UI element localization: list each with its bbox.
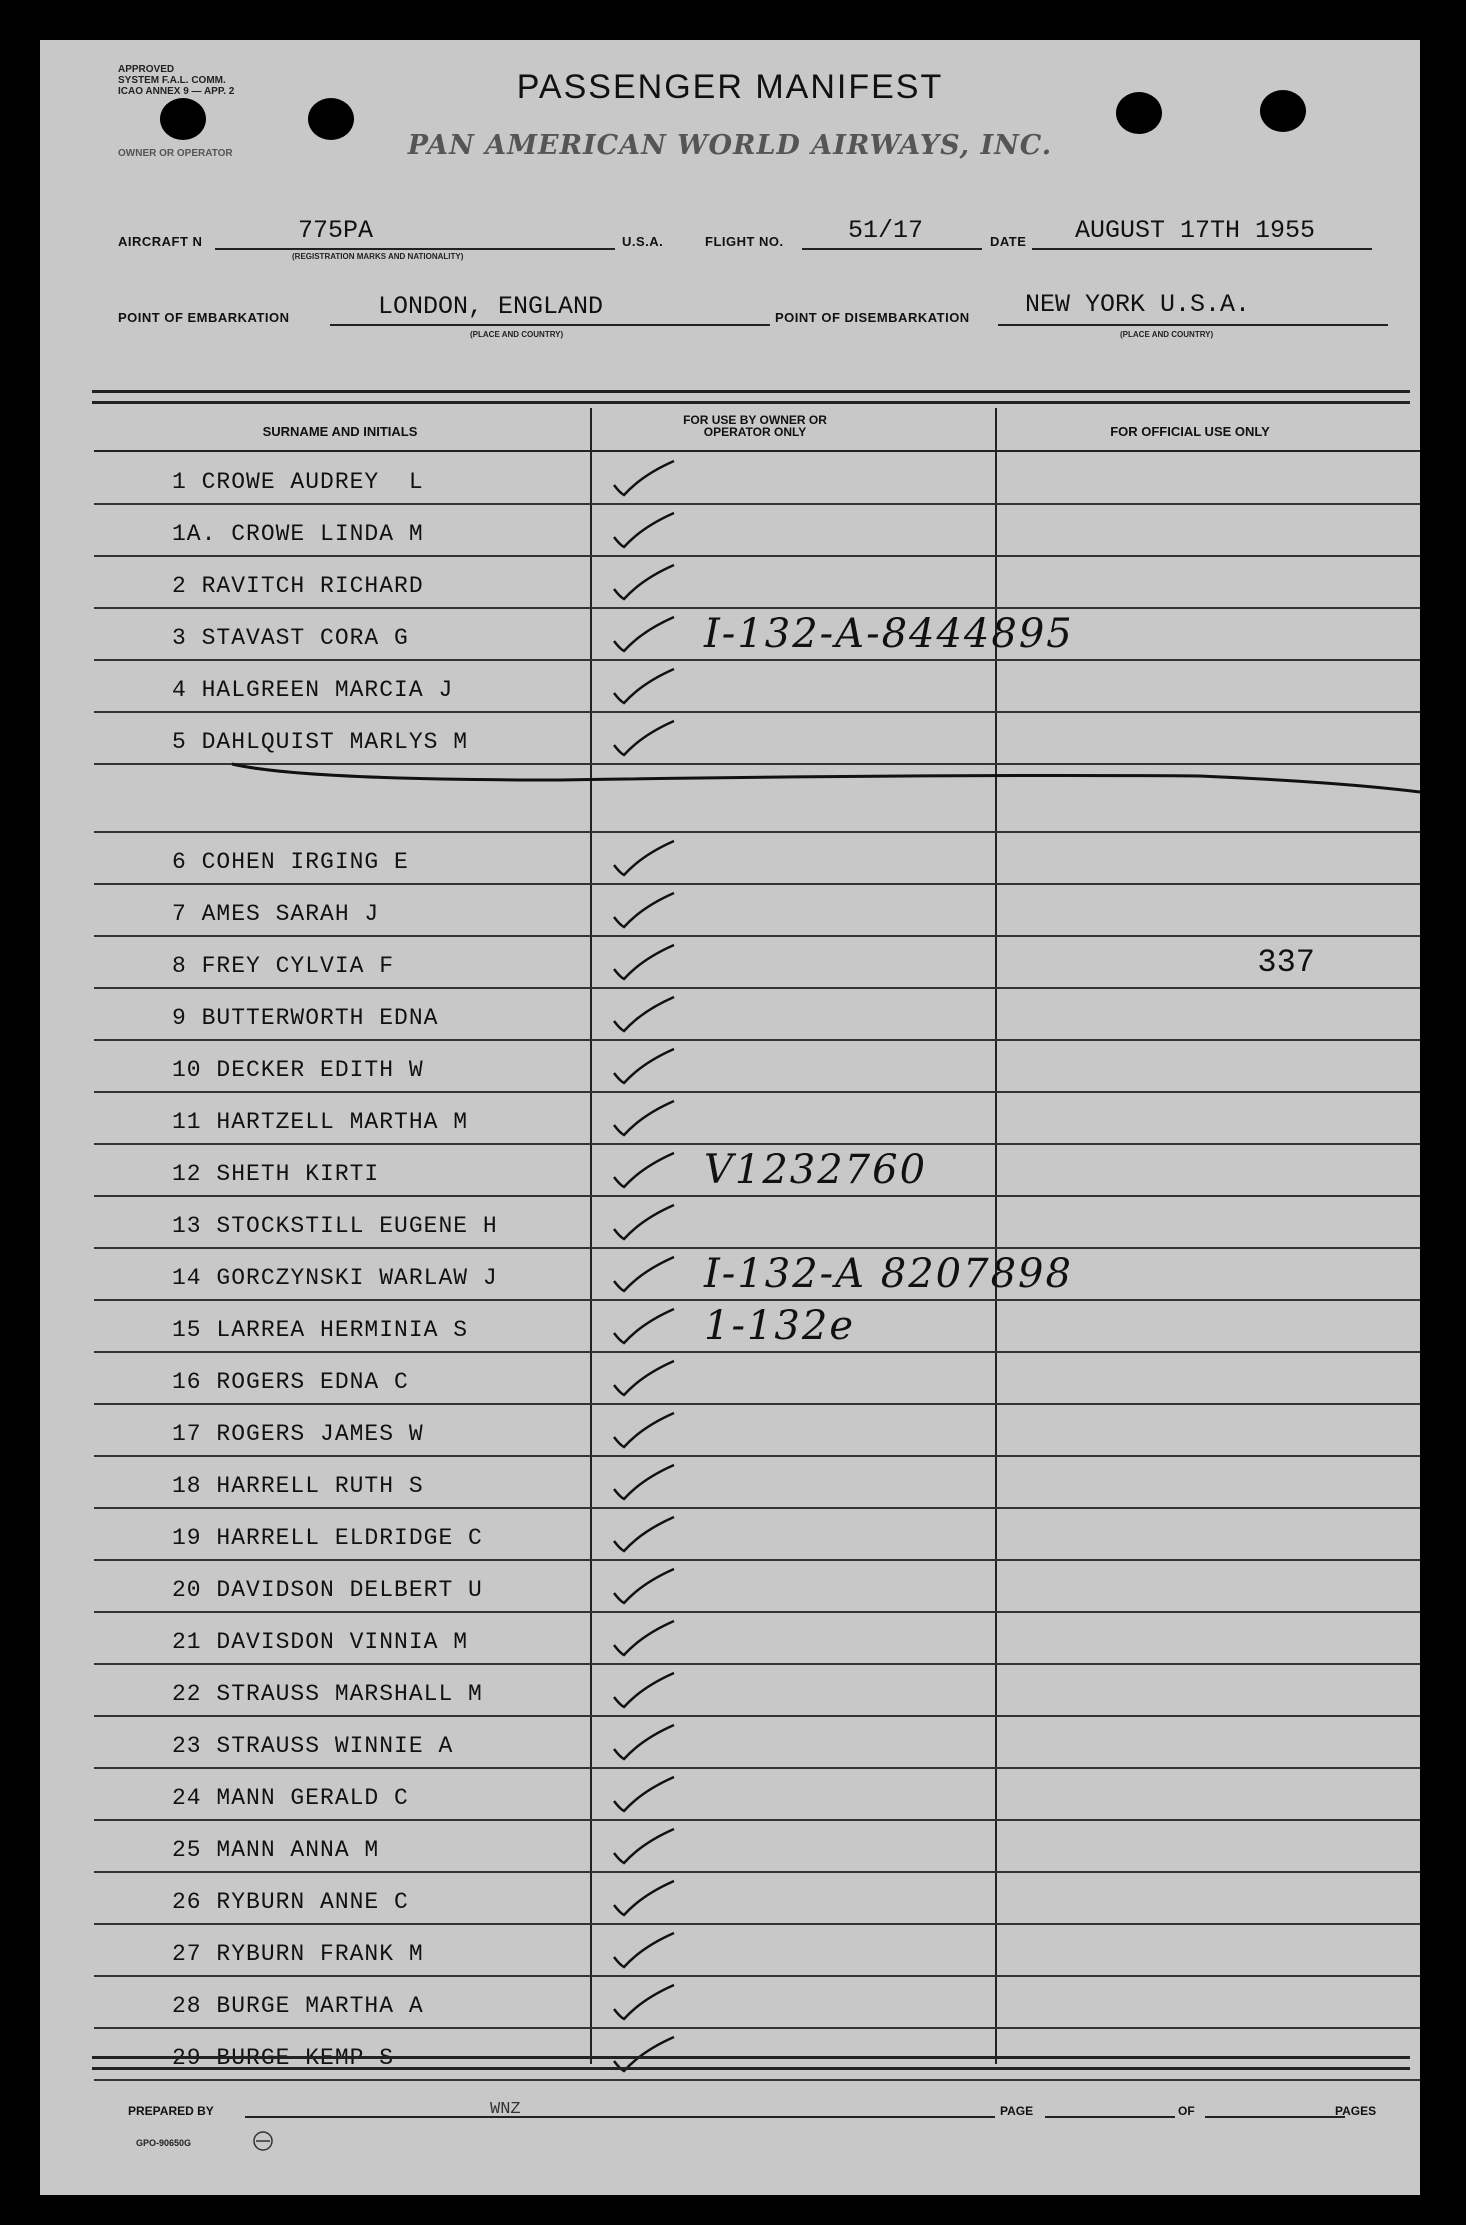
passenger-name: 28 BURGE MARTHA A [172, 1993, 424, 2019]
passenger-name: 26 RYBURN ANNE C [172, 1889, 409, 1915]
checkmark-icon [612, 511, 676, 551]
checkmark-icon [612, 615, 676, 655]
passenger-name: 29 BURGE KEMP S [172, 2045, 395, 2071]
page-label: PAGE [1000, 2104, 1034, 2118]
date-underline [1032, 248, 1372, 250]
table-row [94, 989, 1420, 1041]
passenger-name: 22 STRAUSS MARSHALL M [172, 1681, 483, 1707]
embarkation-label: POINT OF EMBARKATION [118, 310, 290, 325]
passenger-name: 2 RAVITCH RICHARD [172, 573, 424, 599]
registration-sublabel: (REGISTRATION MARKS AND NATIONALITY) [292, 252, 464, 261]
table-row [94, 1041, 1420, 1093]
handwritten-note: I-132-A 8207898 [704, 1251, 1073, 1297]
passenger-name: 7 AMES SARAH J [172, 901, 380, 927]
checkmark-icon [612, 1515, 676, 1555]
checkmark-icon [612, 995, 676, 1035]
checkmark-icon [612, 1879, 676, 1919]
table-row [94, 1665, 1420, 1717]
table-row [94, 1249, 1420, 1301]
pages-label: PAGES [1335, 2104, 1377, 2118]
aircraft-value: 775PA [298, 216, 374, 245]
embarkation-value: LONDON, ENGLAND [378, 292, 604, 321]
table-row [94, 1509, 1420, 1561]
checkmark-icon [612, 459, 676, 499]
column-header-surname: SURNAME AND INITIALS [262, 424, 418, 439]
passenger-name: 4 HALGREEN MARCIA J [172, 677, 454, 703]
table-row [94, 453, 1420, 505]
table-row [94, 1977, 1420, 2029]
table-row [94, 505, 1420, 557]
table-row [94, 1197, 1420, 1249]
prepared-by-value: WNZ [490, 2100, 521, 2119]
table-row [94, 1717, 1420, 1769]
checkmark-icon [612, 1359, 676, 1399]
manifest-sheet [40, 40, 1420, 2195]
checkmark-icon [612, 1619, 676, 1659]
embarkation-underline [330, 324, 770, 326]
checkmark-icon [612, 943, 676, 983]
table-row [94, 609, 1420, 661]
aircraft-underline [215, 248, 615, 250]
table-row [94, 1145, 1420, 1197]
table-row [94, 1353, 1420, 1405]
usa-label: U.S.A. [622, 234, 664, 249]
page-underline [1045, 2116, 1175, 2118]
table-row [94, 1613, 1420, 1665]
date-label: DATE [990, 234, 1027, 249]
official-entry: 337 [1257, 944, 1315, 981]
embarkation-sublabel: (PLACE AND COUNTRY) [470, 330, 564, 339]
checkmark-icon [612, 891, 676, 931]
date-value: AUGUST 17TH 1955 [1075, 216, 1316, 245]
table-row [94, 1925, 1420, 1977]
disembarkation-label: POINT OF DISEMBARKATION [775, 310, 970, 325]
table-row [94, 937, 1420, 989]
passenger-name: 15 LARREA HERMINIA S [172, 1317, 469, 1343]
owner-operator-label: OWNER OR OPERATOR [118, 148, 233, 159]
checkmark-icon [612, 1723, 676, 1763]
passenger-name: 18 HARRELL RUTH S [172, 1473, 424, 1499]
checkmark-icon [612, 1567, 676, 1607]
checkmark-icon [612, 667, 676, 707]
checkmark-icon [612, 1203, 676, 1243]
passenger-name: 6 COHEN IRGING E [172, 849, 409, 875]
passenger-name: 1 CROWE AUDREY L [172, 469, 424, 495]
checkmark-icon [612, 1827, 676, 1867]
table-top-rule [92, 390, 1410, 404]
page-title: PASSENGER MANIFEST [516, 68, 944, 106]
flight-underline [802, 248, 982, 250]
checkmark-icon [612, 1671, 676, 1711]
table-row [94, 1405, 1420, 1457]
passenger-name: 10 DECKER EDITH W [172, 1057, 424, 1083]
prepared-by-label: PREPARED BY [128, 2104, 214, 2118]
checkmark-icon [612, 1099, 676, 1139]
table-row [94, 833, 1420, 885]
disembarkation-underline [998, 324, 1388, 326]
strike-through-line [40, 758, 1420, 818]
passenger-name: 11 HARTZELL MARTHA M [172, 1109, 469, 1135]
table-row [94, 1769, 1420, 1821]
checkmark-icon [612, 1255, 676, 1295]
checkmark-icon [612, 563, 676, 603]
airline-name: PAN AMERICAN WORLD AIRWAYS, INC. [407, 130, 1053, 161]
approval-line: SYSTEM F.A.L. COMM. [118, 75, 226, 86]
table-bottom-rule [92, 2056, 1410, 2070]
table-row [94, 1873, 1420, 1925]
of-underline [1205, 2116, 1345, 2118]
passenger-name: 1A. CROWE LINDA M [172, 521, 424, 547]
checkmark-icon [612, 1775, 676, 1815]
passenger-name: 23 STRAUSS WINNIE A [172, 1733, 454, 1759]
table-row [94, 557, 1420, 609]
handwritten-note: I-132-A-8444895 [704, 611, 1074, 657]
table-row [94, 2029, 1420, 2081]
header-rule [94, 450, 1420, 452]
table-row [94, 1301, 1420, 1353]
table-row [94, 1821, 1420, 1873]
column-header-official: FOR OFFICIAL USE ONLY [1110, 424, 1270, 439]
checkmark-icon [612, 719, 676, 759]
table-row [94, 661, 1420, 713]
flight-no-label: FLIGHT NO. [705, 234, 784, 249]
handwritten-note: 1-132e [704, 1303, 855, 1349]
passenger-name: 16 ROGERS EDNA C [172, 1369, 409, 1395]
checkmark-icon [612, 1047, 676, 1087]
passenger-name: 24 MANN GERALD C [172, 1785, 409, 1811]
passenger-name: 27 RYBURN FRANK M [172, 1941, 424, 1967]
of-label: OF [1178, 2104, 1195, 2118]
flight-no-value: 51/17 [848, 216, 924, 245]
checkmark-icon [612, 1931, 676, 1971]
passenger-name: 3 STAVAST CORA G [172, 625, 409, 651]
table-row [94, 1093, 1420, 1145]
checkmark-icon [612, 1307, 676, 1347]
table-row [94, 1457, 1420, 1509]
passenger-name: 20 DAVIDSON DELBERT U [172, 1577, 483, 1603]
form-number: GPO-90650G [136, 2138, 192, 2148]
passenger-list [94, 453, 1420, 2081]
checkmark-icon [612, 1463, 676, 1503]
passenger-name: 13 STOCKSTILL EUGENE H [172, 1213, 498, 1239]
passenger-name: 12 SHETH KIRTI [172, 1161, 380, 1187]
passenger-name: 25 MANN ANNA M [172, 1837, 380, 1863]
gpo-seal-icon [250, 2130, 276, 2152]
checkmark-icon [612, 1411, 676, 1451]
passenger-name: 14 GORCZYNSKI WARLAW J [172, 1265, 498, 1291]
checkmark-icon [612, 1983, 676, 2023]
aircraft-label: AIRCRAFT N [118, 234, 203, 249]
passenger-name: 5 DAHLQUIST MARLYS M [172, 729, 469, 755]
disembarkation-sublabel: (PLACE AND COUNTRY) [1120, 330, 1214, 339]
passenger-name: 17 ROGERS JAMES W [172, 1421, 424, 1447]
approval-line: ICAO ANNEX 9 — APP. 2 [118, 86, 235, 97]
passenger-name: 19 HARRELL ELDRIDGE C [172, 1525, 483, 1551]
table-row [94, 1561, 1420, 1613]
passenger-name: 8 FREY CYLVIA F [172, 953, 395, 979]
column-header-owner: FOR USE BY OWNER OR OPERATOR ONLY [683, 413, 827, 439]
handwritten-note: V1232760 [704, 1147, 928, 1193]
passenger-name: 9 BUTTERWORTH EDNA [172, 1005, 439, 1031]
checkmark-icon [612, 1151, 676, 1191]
checkmark-icon [612, 839, 676, 879]
approval-line: APPROVED [118, 64, 175, 75]
disembarkation-value: NEW YORK U.S.A. [1025, 290, 1251, 319]
prepared-by-underline [245, 2116, 995, 2118]
table-row [94, 885, 1420, 937]
passenger-name: 21 DAVISDON VINNIA M [172, 1629, 469, 1655]
